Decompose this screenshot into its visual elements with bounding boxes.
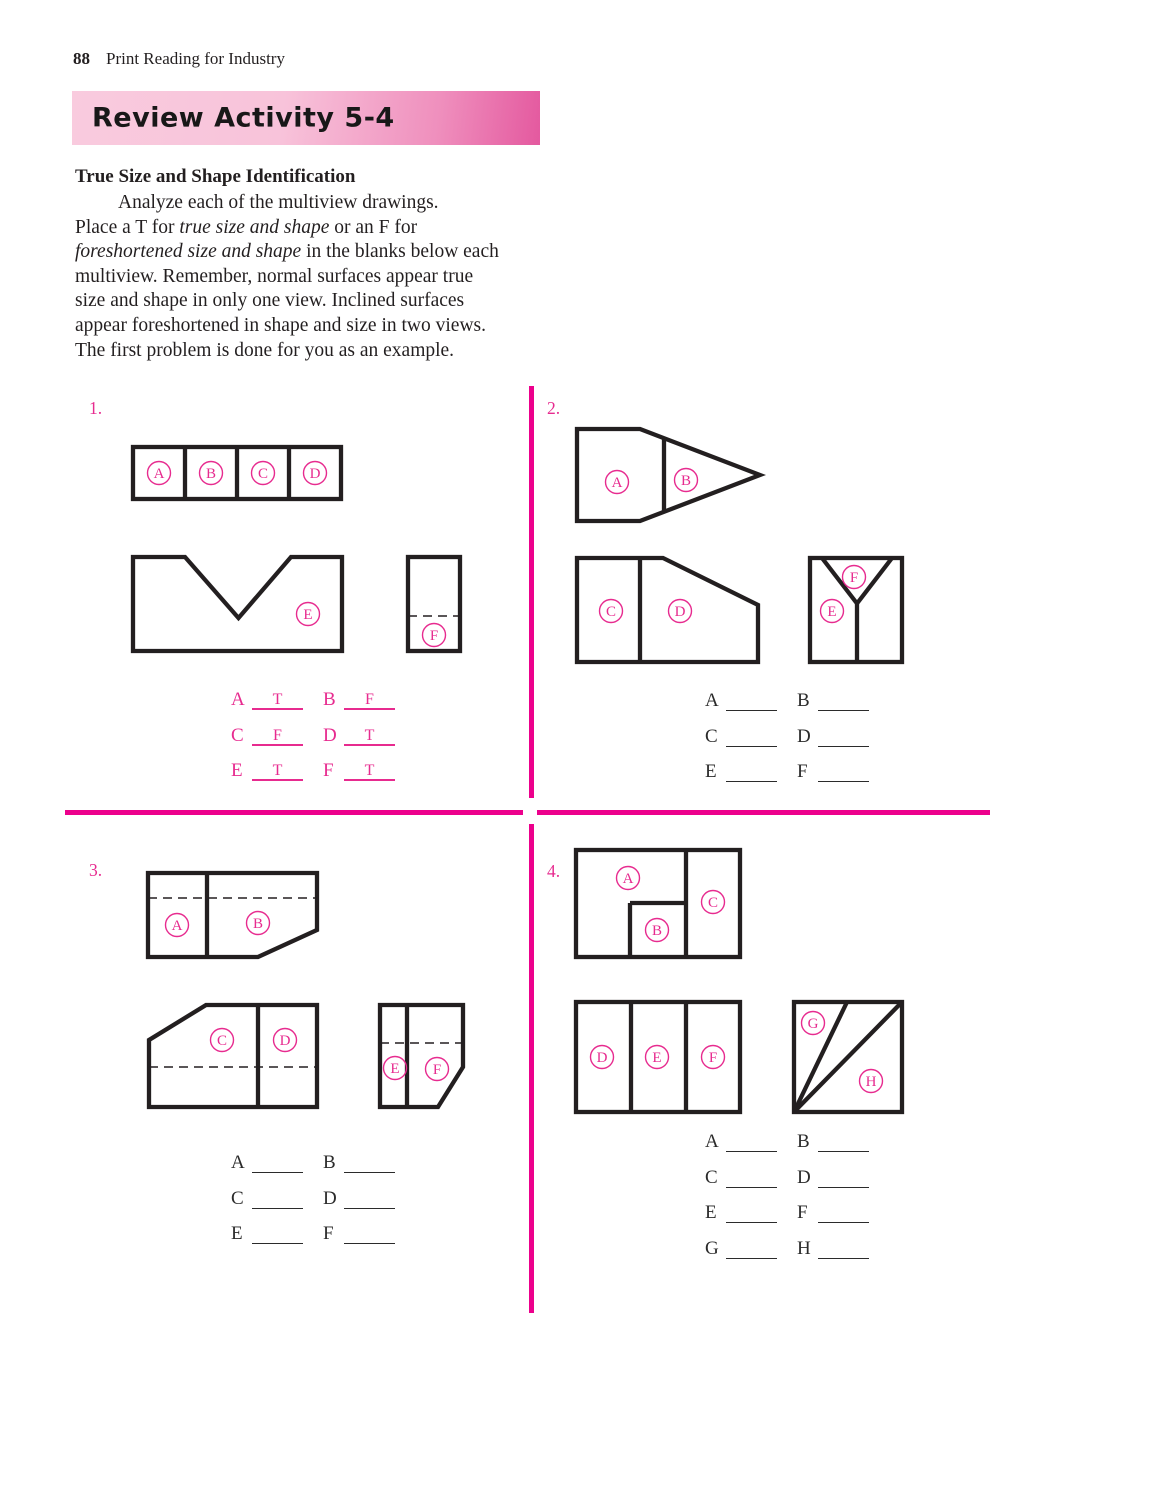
problem-4-multiview-drawing <box>545 845 960 1120</box>
surface-label <box>166 914 189 937</box>
page-number: 88 <box>73 49 90 68</box>
surface-label <box>802 1012 825 1035</box>
surface-label <box>646 1046 669 1069</box>
surface-label <box>606 471 629 494</box>
answer-letter: F <box>323 1223 334 1244</box>
answer-blank[interactable] <box>344 1187 395 1209</box>
surface-label <box>200 462 223 485</box>
side-view <box>408 557 460 651</box>
intro-line: The first problem is done for you as an example. <box>75 339 455 361</box>
divider-horizontal-left <box>65 810 523 815</box>
svg-text:F: F <box>432 1062 442 1078</box>
answer-letter: E <box>231 1223 243 1244</box>
problem-1-multiview-drawing <box>120 440 480 665</box>
answer-letter: E <box>705 761 717 782</box>
view-outline <box>577 429 760 521</box>
answer-blank[interactable] <box>818 725 869 747</box>
answer-row <box>705 689 889 711</box>
answer-letter: G <box>705 1237 719 1259</box>
surface-label <box>274 1029 297 1052</box>
surface-label <box>821 600 844 623</box>
answer-letter: B <box>323 1152 336 1173</box>
problem-2-multiview-drawing <box>545 420 960 670</box>
svg-text:C: C <box>707 895 719 911</box>
surface-label <box>591 1046 614 1069</box>
answer-value: T <box>364 726 375 744</box>
surface-label <box>600 600 623 623</box>
answer-blank[interactable] <box>726 689 777 711</box>
front-view <box>149 1005 317 1107</box>
problem-2-number: 2. <box>547 398 561 418</box>
svg-text:G: G <box>807 1016 819 1032</box>
surface-label <box>675 469 698 492</box>
view-outline <box>577 558 758 662</box>
answer-value: F <box>365 691 374 708</box>
intro-paragraph <box>75 191 565 363</box>
svg-text:A: A <box>611 475 623 491</box>
divider-horizontal-right <box>537 810 990 815</box>
page-header <box>73 49 285 69</box>
top-view <box>148 873 317 957</box>
answer-letter: E <box>231 760 243 781</box>
answer-blank[interactable] <box>726 1237 777 1259</box>
surface-label <box>426 1058 449 1081</box>
surface-label <box>702 1046 725 1069</box>
answer-row <box>705 725 889 747</box>
answer-blank[interactable] <box>344 1222 395 1244</box>
answer-letter: D <box>797 1166 811 1188</box>
answer-value: T <box>364 762 375 779</box>
svg-text:E: E <box>303 607 313 623</box>
answer-letter: F <box>797 1202 808 1223</box>
problem-3-number: 3. <box>89 860 103 880</box>
answer-blank[interactable] <box>726 1130 777 1152</box>
svg-text:C: C <box>257 466 269 482</box>
divider-vertical-top <box>529 386 534 798</box>
answer-row <box>705 1237 889 1259</box>
answer-row <box>705 1201 889 1223</box>
answer-row <box>705 1166 889 1188</box>
problem-4-answers <box>705 1130 889 1272</box>
svg-text:B: B <box>680 473 692 489</box>
surface-label <box>646 919 669 942</box>
intro-line: appear foreshortened in shape and size in two views. <box>75 314 486 336</box>
side-view <box>380 1005 463 1107</box>
svg-text:C: C <box>216 1033 228 1049</box>
side-view <box>810 558 902 662</box>
answer-blank[interactable] <box>252 1151 303 1173</box>
answer-blank[interactable] <box>818 1237 869 1259</box>
svg-text:D: D <box>596 1050 608 1066</box>
surface-label <box>702 891 725 914</box>
answer-letter: D <box>323 724 337 746</box>
answer-letter: B <box>797 690 810 711</box>
answer-letter: F <box>323 760 334 781</box>
book-title: Print Reading for Industry <box>106 49 285 68</box>
surface-label <box>148 462 171 485</box>
side-view <box>794 1002 902 1112</box>
intro-line: foreshortened size and shape in the blanks below each <box>75 241 499 263</box>
top-view <box>576 850 740 957</box>
problem-1-answers <box>231 688 415 795</box>
answer-blank[interactable] <box>344 758 395 781</box>
answer-value: F <box>273 726 282 744</box>
surface-label <box>297 603 320 626</box>
problem-4-number: 4. <box>547 861 561 881</box>
divider-vertical-bottom <box>529 824 534 1313</box>
answer-letter: H <box>797 1237 811 1259</box>
answer-letter: A <box>705 690 719 711</box>
surface-label <box>247 912 270 935</box>
answer-blank[interactable] <box>726 1166 777 1188</box>
view-outline <box>380 1005 463 1107</box>
svg-text:B: B <box>205 466 217 482</box>
answer-blank[interactable] <box>726 1201 777 1223</box>
answer-letter: C <box>231 1187 244 1209</box>
svg-text:E: E <box>652 1050 662 1066</box>
svg-text:E: E <box>827 604 837 620</box>
answer-blank[interactable] <box>726 725 777 747</box>
answer-letter: C <box>705 725 718 747</box>
answer-blank[interactable] <box>344 687 395 710</box>
intro-line: multiview. Remember, normal surfaces appear true <box>75 265 474 287</box>
surface-label <box>860 1070 883 1093</box>
answer-blank[interactable] <box>252 687 303 710</box>
answer-value: T <box>272 691 283 708</box>
front-view <box>576 1002 740 1112</box>
answer-letter: E <box>705 1202 717 1223</box>
surface-label <box>211 1029 234 1052</box>
view-outline <box>149 1005 317 1107</box>
answer-row <box>231 724 415 746</box>
problem-1-number: 1. <box>89 398 103 418</box>
answer-letter: A <box>231 689 245 710</box>
answer-letter: A <box>231 1152 245 1173</box>
svg-text:A: A <box>622 871 634 887</box>
answer-row <box>231 759 415 781</box>
answer-blank[interactable] <box>818 1166 869 1188</box>
front-view <box>133 557 342 651</box>
view-outline <box>148 873 317 957</box>
surface-label <box>617 867 640 890</box>
section-heading: True Size and Shape Identification <box>75 166 356 187</box>
svg-text:D: D <box>309 466 321 482</box>
answer-letter: B <box>323 689 336 710</box>
answer-letter: C <box>705 1166 718 1188</box>
answer-blank[interactable] <box>252 758 303 781</box>
answer-row <box>231 688 415 710</box>
svg-text:A: A <box>153 466 165 482</box>
svg-text:A: A <box>171 918 183 934</box>
answer-blank[interactable] <box>344 1151 395 1173</box>
edge-line <box>857 558 892 604</box>
svg-text:C: C <box>605 604 617 620</box>
svg-text:H: H <box>865 1074 877 1090</box>
answer-blank[interactable] <box>818 689 869 711</box>
surface-label <box>304 462 327 485</box>
answer-blank[interactable] <box>252 723 303 746</box>
intro-line: Place a T for true size and shape or an F for <box>75 216 418 238</box>
intro-line: size and shape in only one view. Inclined surfaces <box>75 290 465 312</box>
activity-title: Review Activity 5-4 <box>92 102 395 134</box>
surface-label <box>423 624 446 647</box>
answer-row <box>705 1130 889 1152</box>
surface-label <box>843 566 866 589</box>
svg-text:B: B <box>651 923 663 939</box>
activity-banner <box>72 91 540 145</box>
answer-letter: D <box>797 725 811 747</box>
answer-value: T <box>272 762 283 779</box>
problem-3-answers <box>231 1151 415 1258</box>
answer-blank[interactable] <box>818 760 869 782</box>
surface-label <box>384 1057 407 1080</box>
answer-letter: D <box>323 1187 337 1209</box>
answer-blank[interactable] <box>252 1222 303 1244</box>
svg-text:B: B <box>252 916 264 932</box>
top-view <box>577 429 760 521</box>
view-outline <box>133 557 342 651</box>
svg-text:E: E <box>390 1061 400 1077</box>
problem-3-multiview-drawing <box>140 865 475 1115</box>
answer-row <box>705 760 889 782</box>
surface-label <box>669 600 692 623</box>
intro-line: Analyze each of the multiview drawings. <box>118 192 439 213</box>
top-view <box>133 447 341 499</box>
surface-label <box>252 462 275 485</box>
svg-text:F: F <box>849 570 859 586</box>
svg-text:D: D <box>279 1033 291 1049</box>
answer-blank[interactable] <box>818 1130 869 1152</box>
front-view <box>577 558 758 662</box>
svg-text:F: F <box>708 1050 718 1066</box>
answer-row <box>231 1151 415 1173</box>
answer-letter: F <box>797 761 808 782</box>
answer-letter: C <box>231 724 244 746</box>
answer-blank[interactable] <box>726 760 777 782</box>
answer-blank[interactable] <box>252 1187 303 1209</box>
answer-row <box>231 1187 415 1209</box>
answer-letter: B <box>797 1131 810 1152</box>
answer-row <box>231 1222 415 1244</box>
answer-letter: A <box>705 1131 719 1152</box>
answer-blank[interactable] <box>818 1201 869 1223</box>
problem-2-answers <box>705 689 889 796</box>
answer-blank[interactable] <box>344 723 395 746</box>
svg-text:F: F <box>429 628 439 644</box>
svg-text:D: D <box>674 604 686 620</box>
